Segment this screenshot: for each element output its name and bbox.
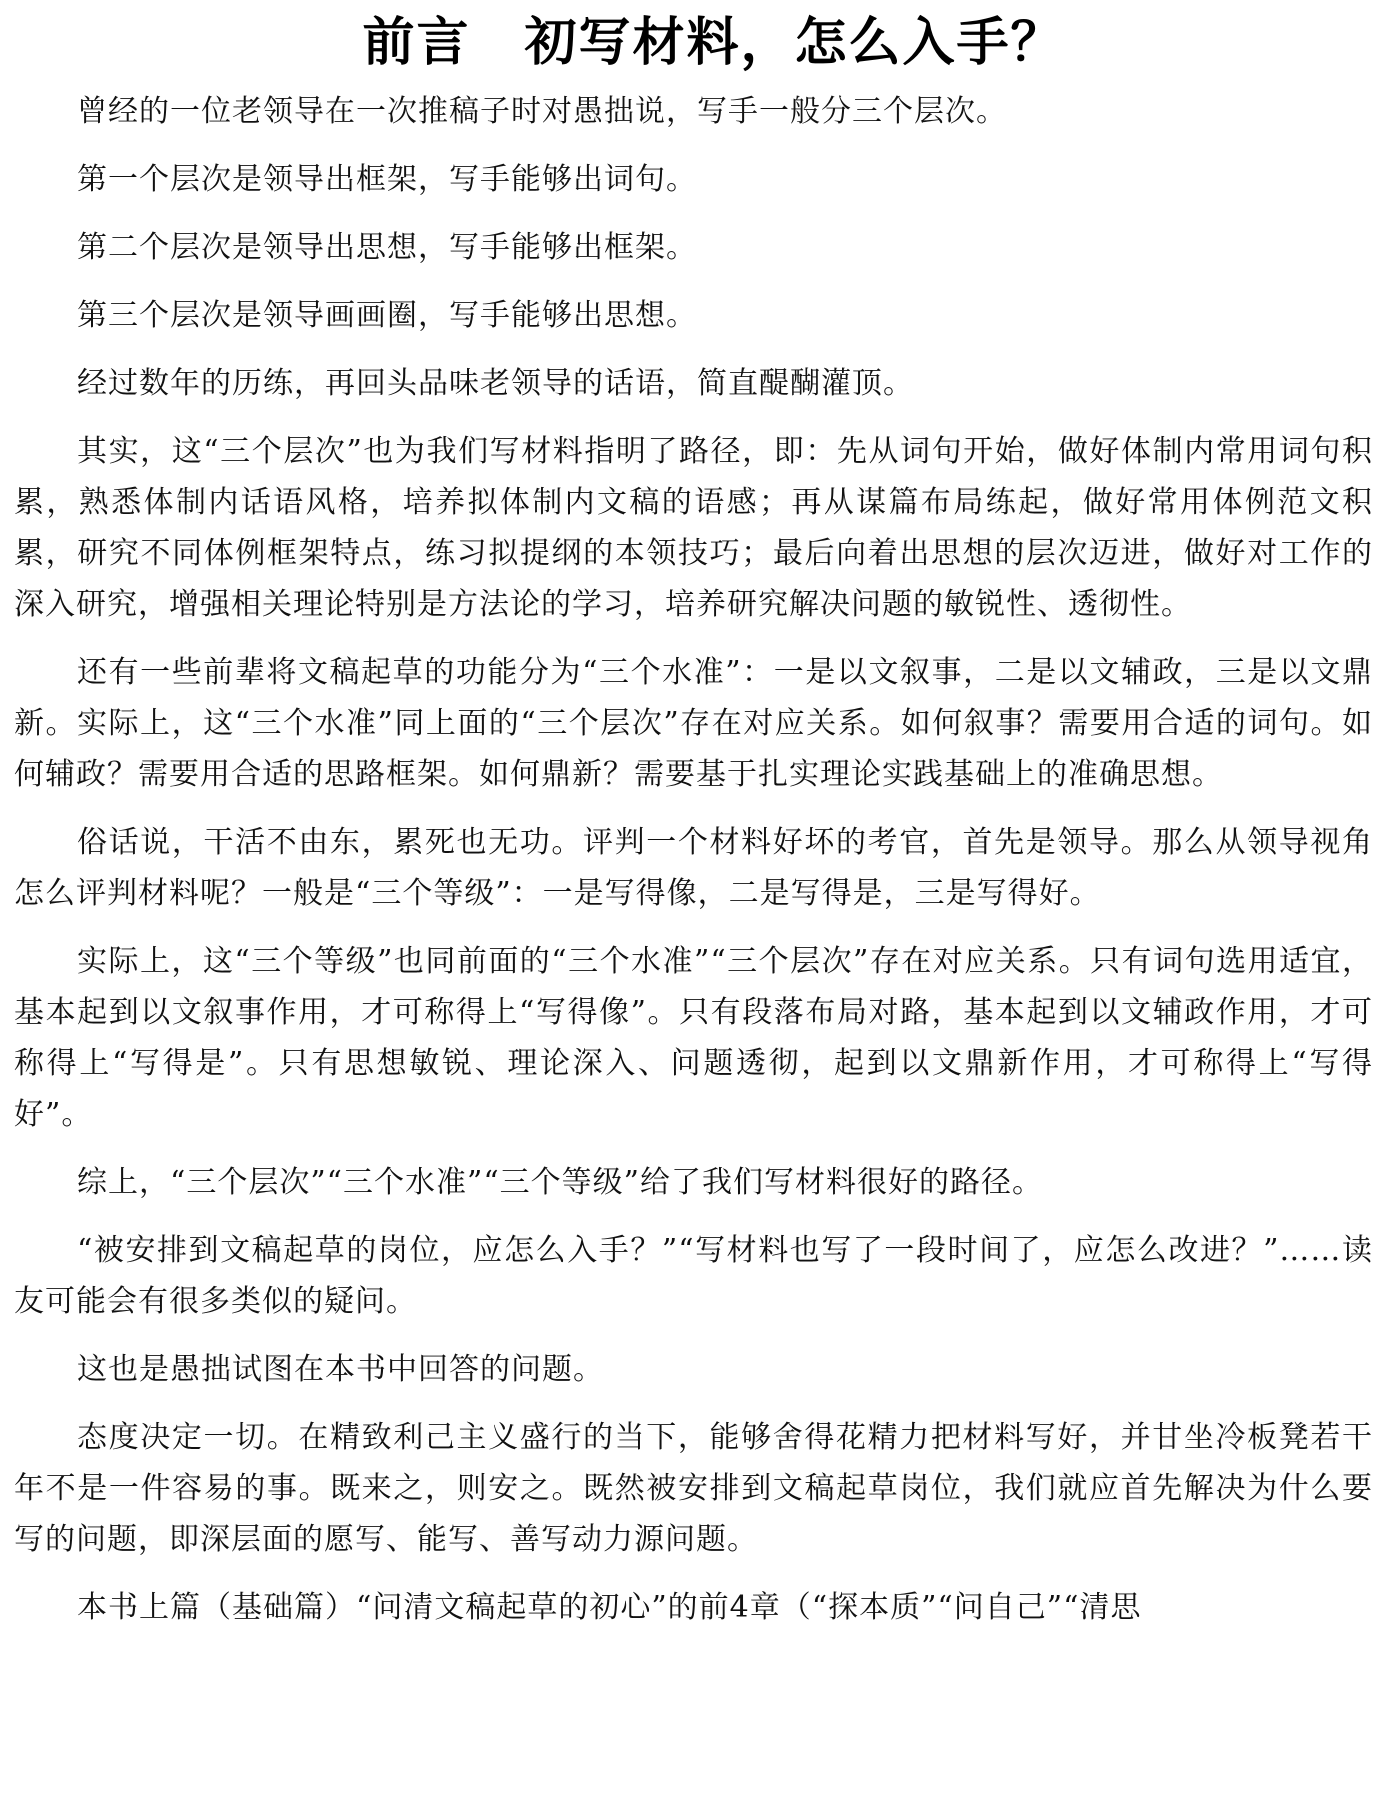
paragraph-6: 其实，这“三个层次”也为我们写材料指明了路径，即：先从词句开始，做好体制内常用词句积累，熟悉体制内话语风格，培养拟体制内文稿的语感；再从谋篇布局练起，做好常用体例范文积累，研究不同体例框架特点，练习拟提纲的本领技巧；最后向着出思想的层次迈进，做好对工作的深入研究，增强相关理论特别是方法论的学习，培养研究解决问题的敏锐性、透彻性。 bbox=[14, 434, 1373, 622]
paragraph-3: 第二个层次是领导出思想，写手能够出框架。 bbox=[77, 230, 697, 265]
paragraph-4: 第三个层次是领导画画圈，写手能够出思想。 bbox=[77, 298, 697, 333]
paragraph-1: 曾经的一位老领导在一次推稿子时对愚拙说，写手一般分三个层次。 bbox=[77, 94, 1007, 129]
paragraph-5: 经过数年的历练，再回头品味老领导的话语，简直醍醐灌顶。 bbox=[77, 366, 914, 401]
paragraph-14: 本书上篇（基础篇）“问清文稿起草的初心”的前4章（“探本质”“问自己”“清思 bbox=[77, 1590, 1142, 1625]
paragraph-13: 态度决定一切。在精致利己主义盛行的当下，能够舍得花精力把材料写好，并甘坐冷板凳若干年不是一件容易的事。既来之，则安之。既然被安排到文稿起草岗位，我们就应首先解决为什么要写的问题，即深层面的愿写、能写、善写动力源问题。 bbox=[14, 1420, 1373, 1557]
document-body bbox=[14, 86, 1373, 1633]
page-title: 前言 初写材料，怎么入手？ bbox=[362, 13, 1065, 73]
paragraph-10: 综上，“三个层次”“三个水准”“三个等级”给了我们写材料很好的路径。 bbox=[77, 1165, 1044, 1200]
paragraph-7: 还有一些前辈将文稿起草的功能分为“三个水准”：一是以文叙事，二是以文辅政，三是以文鼎新。实际上，这“三个水准”同上面的“三个层次”存在对应关系。如何叙事？需要用合适的词句。如何辅政？需要用合适的思路框架。如何鼎新？需要基于扎实理论实践基础上的准确思想。 bbox=[14, 655, 1373, 792]
paragraph-8: 俗话说，干活不由东，累死也无功。评判一个材料好坏的考官，首先是领导。那么从领导视角怎么评判材料呢？一般是“三个等级”：一是写得像，二是写得是，三是写得好。 bbox=[14, 825, 1373, 911]
paragraph-11: “被安排到文稿起草的岗位，应怎么入手？”“写材料也写了一段时间了，应怎么改进？”……读友可能会有很多类似的疑问。 bbox=[14, 1233, 1373, 1319]
paragraph-12: 这也是愚拙试图在本书中回答的问题。 bbox=[77, 1352, 604, 1387]
paragraph-2: 第一个层次是领导出框架，写手能够出词句。 bbox=[77, 162, 697, 197]
paragraph-9: 实际上，这“三个等级”也同前面的“三个水准”“三个层次”存在对应关系。只有词句选用适宜，基本起到以文叙事作用，才可称得上“写得像”。只有段落布局对路，基本起到以文辅政作用，才可称得上“写得是”。只有思想敏锐、理论深入、问题透彻，起到以文鼎新作用，才可称得上“写得好”。 bbox=[14, 944, 1373, 1132]
